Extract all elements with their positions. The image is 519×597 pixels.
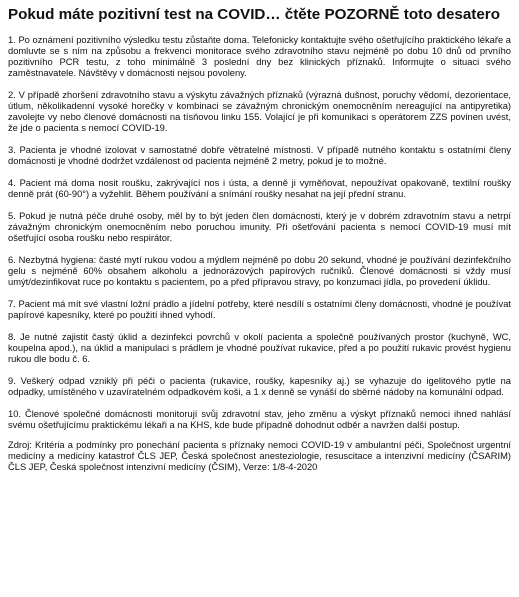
list-item: 10. Členové společné domácnosti monitorují svůj zdravotní stav, jeho změnu a výskyt příznaků nemoci ihned nahlásí svému ošetřujícímu praktickému lékaři a na KHS, kde bude případně dohodnut odběr a navržen další postup.	[8, 409, 511, 430]
list-item: 9. Veškerý odpad vzniklý při péči o pacienta (rukavice, roušky, kapesníky aj.) se vyhazuje do igelitového pytle na odpadky, umístěného v uzavíratelném odpadkovém koši, a 1 x denně se vynáší do sběrné nádoby na komunální odpad.	[8, 376, 511, 397]
list-item: 1. Po oznámení pozitivního výsledku testu zůstaňte doma. Telefonicky kontaktujte svého ošetřujícího praktického lékaře a domluvte se s ním na způsobu a frekvenci monitorace svého zdravotního stavu nejméně po dobu 10 dnů od prvního pozitivního PCR testu, z toho minimálně 3 poslední dny bez klinických příznaků. Informujte o situaci svého zaměstnavatele. Návštěvy v domácnosti nejsou povoleny.	[8, 35, 511, 78]
source-note: Zdroj: Kritéria a podmínky pro ponechání pacienta s příznaky nemoci COVID-19 v ambulantní péči, Společnost urgentní medicíny a medicíny katastrof ČLS JEP, Česká společnost anesteziologie, resuscitace a intenzivní medicíny (ČSARIM) ČLS JEP, Česká společnost intenzivní medicíny (ČSIM), Verze: 1/8-4-2020	[8, 440, 511, 472]
list-item: 4. Pacient má doma nosit roušku, zakrývající nos i ústa, a denně ji vyměňovat, nepoužívat opakovaně, textilní roušky denně prát (60-90°) a vyžehlit. Během používání a snímání roušky nesahat na její přední stranu.	[8, 178, 511, 199]
list-item: 5. Pokud je nutná péče druhé osoby, měl by to být jeden člen domácnosti, který je v dobrém zdravotním stavu a netrpí závažným chronickým onemocněním nebo poruchou imunity. Při ošetřování pacienta s nemocí COVID-19 musí mít ošetřující osoba roušku nebo respirátor.	[8, 211, 511, 243]
document-title: Pokud máte pozitivní test na COVID… čtěte POZORNĚ toto desatero	[8, 6, 500, 23]
list-item: 7. Pacient má mít své vlastní ložní prádlo a jídelní potřeby, které nesdílí s ostatními členy domácnosti, vhodné je používat papírové kapesníky, které po použití ihned vyhodí.	[8, 299, 511, 320]
list-item: 2. V případě zhoršení zdravotního stavu a výskytu závažných příznaků (výrazná dušnost, poruchy vědomí, dezorientace, útlum, několikadenní vysoké horečky v kombinaci se závažným chronickým onemocněním nereagující na antipyretika) zavolejte vy nebo členové domácnosti na tísňovou linku 155. Volající je při komunikaci s operátorem ZZS povinen uvést, že jde o pacienta s nemocí COVID-19.	[8, 90, 511, 133]
list-item: 3. Pacienta je vhodné izolovat v samostatné dobře větratelné místnosti. V případě nutného kontaktu s ostatními členy domácnosti je vhodné dodržet vzdálenost od pacienta nejméně 2 metry, pokud je to možné.	[8, 145, 511, 166]
list-item: 8. Je nutné zajistit častý úklid a dezinfekci povrchů v okolí pacienta a společně používaných prostor (kuchyně, WC, koupelna apod.), na úklid a manipulaci s prádlem je vhodné používat rukavice, před a po použití rukavic provést hygienu rukou dle bodu č. 6.	[8, 332, 511, 364]
list-item: 6. Nezbytná hygiena: časté mytí rukou vodou a mýdlem nejméně po dobu 20 sekund, vhodné je používání dezinfekčního gelu s nejméně 60% obsahem alkoholu a jednorázových papírových ručníků. Členové domácnosti si vždy musí umýt/dezinfikovat ruce po kontaktu s pacientem, po a před přípravou stravy, po konzumaci jídla, po provedení úklidu.	[8, 255, 511, 287]
